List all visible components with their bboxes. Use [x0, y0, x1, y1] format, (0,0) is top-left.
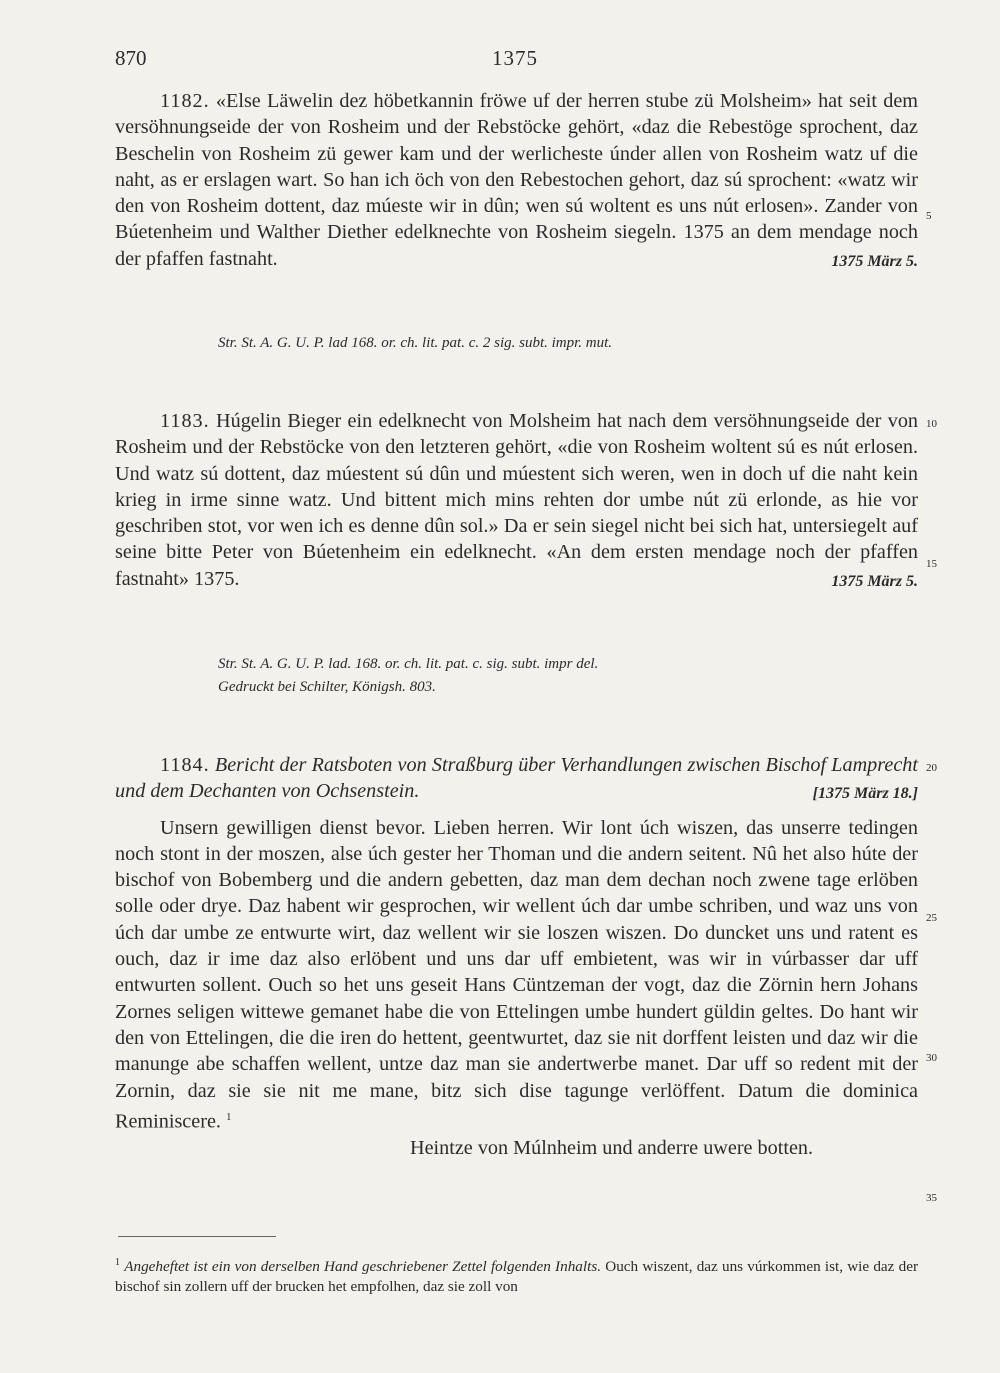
source-line: Str. St. A. G. U. P. lad. 168. or. ch. lit. pat. c. sig. subt. impr del. [218, 656, 599, 672]
running-head-year: 1375 [492, 46, 538, 70]
page-header [115, 46, 915, 76]
footnote-marker: 1 [115, 1257, 120, 1268]
entry-1183 [115, 408, 918, 595]
line-number-30: 30 [926, 1052, 937, 1064]
footnote [115, 1253, 918, 1297]
line-number-35: 35 [926, 1192, 937, 1204]
line-number-20: 20 [926, 762, 937, 774]
entry-number: 1184. [160, 754, 210, 776]
entry-text: Húgelin Bieger ein edelknecht von Molsheim hat nach dem versöhnungseide der von Rosheim und der Rebstöcke von den letzteren gehört, «die von Rosheim woltent sú es nút erlosen. Und watz sú dottent, daz múestent sú dûn und múestent sich weren, wen in doch uf die naht kein krieg in irme sinne watz. Und bittent mich mins rehten dor umbe nút zü erlonde, as hie vor geschriben stot, vor wen ich es denne dûn sol.» Da er sein siegel nicht bei sich hat, untersiegelt auf seine bitte Peter von Búetenheim ein edelknecht. «An dem ersten mendage noch der pfaffen fastnaht» 1375. [115, 410, 919, 590]
entry-date: 1375 März 5. [831, 252, 918, 270]
entry-date: 1375 März 5. [831, 572, 918, 590]
entry-text: «Else Läwelin dez höbetkannin fröwe uf der herren stube zü Molsheim» hat seit dem versöhnungseide der von Rosheim und der Rebstöcke gehört, «daz die Rebestöge sprochent, daz Beschelin von Rosheim zü gewer kam und der werlicheste únder allen von Rosheim watz uf die naht, as er erslagen wart. So han ich öch von den Rebestochen gehort, daz sú sprochent: «watz wir den von Rosheim dottent, daz múeste wir in dûn; wen sú woltent es uns nút erlosen». Zander von Búetenheim und Walther Diether edelknechte von Rosheim siegeln. 1375 an dem mendage noch der pfaffen fastnaht. [115, 90, 918, 270]
line-number-15: 15 [926, 558, 937, 570]
entry-1184 [115, 752, 918, 1161]
source-line: Gedruckt bei Schilter, Königsh. 803. [218, 679, 436, 695]
line-number-10: 10 [926, 418, 937, 430]
page-number: 870 [115, 46, 147, 70]
footnote-reference: 1 [226, 1110, 232, 1123]
line-number-5: 5 [926, 210, 932, 222]
entry-1183-paragraph [115, 408, 918, 592]
footnote-text: Ouch wiszent, daz uns vúrkommen ist, wie daz der bischof sin zollern uff der brucken het empfolhen, daz sie zoll von [115, 1258, 919, 1296]
entry-1182-paragraph [115, 88, 918, 272]
entry-date: [1375 März 18.] [812, 785, 918, 803]
entry-number: 1182. [160, 90, 210, 112]
footnote-divider [118, 1236, 276, 1237]
footnote-italic-text: Angeheftet ist ein von derselben Hand geschriebener Zettel folgenden Inhalts. [124, 1258, 602, 1276]
entry-1184-heading [115, 752, 918, 805]
letter-signature: Heintze von Múlnheim und anderre uwere botten. [410, 1136, 814, 1159]
entry-1183-source [218, 653, 918, 699]
letter-text: Unsern gewilligen dienst bevor. Lieben herren. Wir lont úch wiszen, das unserre tedingen noch stont in der moszen, alse úch gester her Thoman und die andern seitent. Nû het also húte der bischof von Bobemberg und die andern gebetten, daz man dem dechan noch zwene tage erlöben solle oder drye. Daz habent wir gesprochen, wir wellent úch dar umbe schriben, und waz uns von úch dar umbe ze entwurte wirt, daz wellent wir sie loszen wiszen. Do duncket uns und ratent es ouch, daz ir ime daz also erlöbent und uns dar uff embietent, was wir in vúrbasser dar uff entwurten sollent. Ouch so het uns geseit Hans Cüntzeman der vogt, daz die Zörnin hern Johans Zornes seligen wittewe gemanet habe die von Ettelingen umbe hundert güldin geltes. Do hant wir den von Ettelingen, die die iren do hettent, geentwurtet, daz sie nit dorffent leisten und daz wir die manunge abe schaffen wellent, untze daz man sie andertwerbe manet. Dar uff so redent mit der Zornin, daz sie sie nit me mane, bitz sich dise tagunge verlöffent. Datum die dominica Reminiscere. [115, 816, 918, 1133]
entry-title: Bericht der Ratsboten von Straßburg über Verhandlungen zwischen Bischof Lamprecht und dem Dechanten von Ochsenstein. [115, 754, 919, 803]
letter-body [115, 815, 918, 1135]
line-number-25: 25 [926, 912, 937, 924]
entry-1182-source: Str. St. A. G. U. P. lad 168. or. ch. lit. pat. c. 2 sig. subt. impr. mut. [218, 335, 613, 351]
entry-number: 1183. [160, 410, 210, 432]
entry-1182 [115, 88, 918, 275]
